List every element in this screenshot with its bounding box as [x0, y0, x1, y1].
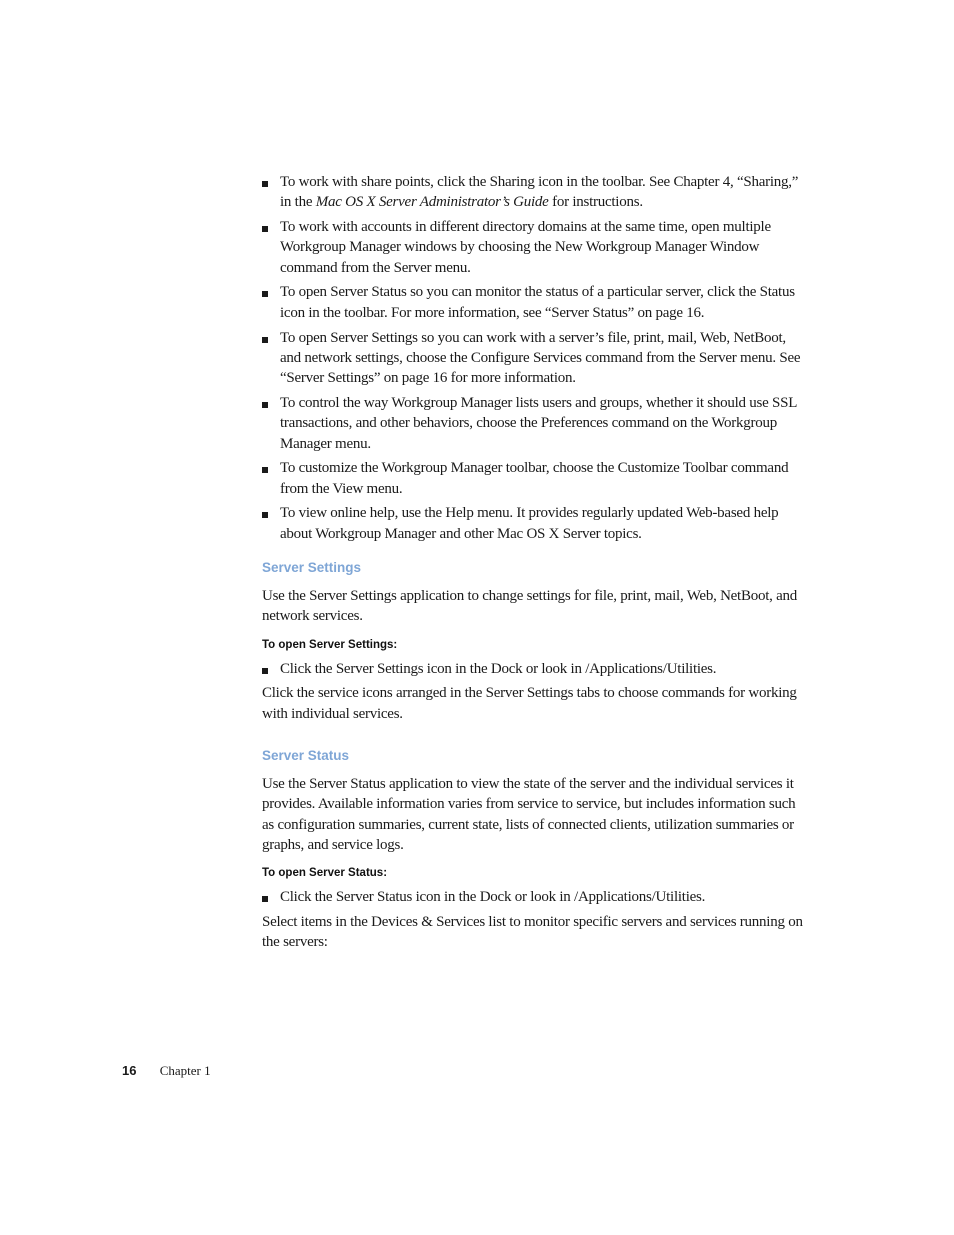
- step-text: Click the Server Settings icon in the Dock or look in /Applications/Utilities.: [280, 660, 717, 677]
- server-status-heading: Server Status: [262, 748, 350, 764]
- list-item: [262, 393, 807, 454]
- list-item: [262, 282, 807, 323]
- list-item: [262, 217, 807, 278]
- server-settings-followup: Click the service icons arranged in the Server Settings tabs to choose commands for working with individual services.: [262, 685, 797, 722]
- bullet-icon: [262, 467, 268, 473]
- bullet-icon: [262, 337, 268, 343]
- list-item: [262, 328, 807, 389]
- bullet-icon: [262, 181, 268, 187]
- list-item: [262, 887, 807, 907]
- bullet-icon: [262, 226, 268, 232]
- bullet-text: To view online help, use the Help menu. It provides regularly updated Web-based help about Workgroup Manager and other Mac OS X Server topics.: [280, 505, 779, 542]
- bullet-text: To work with accounts in different directory domains at the same time, open multiple Workgroup Manager windows by choosing the New Workgroup Manager Window command from the Server menu.: [280, 219, 771, 276]
- intro-bullet-list: [262, 172, 807, 544]
- step-text: Click the Server Status icon in the Dock or look in /Applications/Utilities.: [280, 889, 706, 906]
- page-number: 16: [122, 1063, 137, 1078]
- open-server-status-heading: To open Server Status:: [262, 867, 388, 880]
- server-settings-intro: Use the Server Settings application to change settings for file, print, mail, Web, NetBoot, and network services.: [262, 588, 798, 625]
- list-item: [262, 458, 807, 499]
- bullet-text: To customize the Workgroup Manager toolbar, choose the Customize Toolbar command from the View menu.: [280, 460, 789, 497]
- bullet-text: To open Server Settings so you can work with a server’s file, print, mail, Web, NetBoot, and network settings, choose the Configure Services command from the Server menu. See “Server Settings” on page 16 for more information.: [280, 329, 801, 387]
- server-status-intro: Use the Server Status application to view the state of the server and the individual services it provides. Available information varies from service to service, but includes information such as configuration summaries, current state, lists of connected clients, utilization summaries or graphs, and service logs.: [262, 776, 796, 853]
- chapter-label: Chapter 1: [159, 1063, 211, 1078]
- bullet-text-start: To work with share points, click the Sharing icon in the toolbar. See Chapter 4, “Sharing,” in the: [280, 174, 799, 211]
- server-status-followup: Select items in the Devices & Services list to monitor specific servers and services running on the servers:: [262, 914, 803, 951]
- page-content: [262, 172, 807, 953]
- bullet-icon: [262, 402, 268, 408]
- list-item: [262, 503, 807, 544]
- bullet-text-end: for instructions.: [548, 194, 643, 211]
- bullet-icon: [262, 291, 268, 297]
- bullet-text: To open Server Status so you can monitor the status of a particular server, click the Status icon in the toolbar. For more information, see “Server Status” on page 16.: [280, 284, 795, 321]
- bullet-icon: [262, 668, 268, 674]
- list-item: [262, 659, 807, 679]
- server-settings-steps: [262, 659, 807, 679]
- bullet-text: To control the way Workgroup Manager lists users and groups, whether it should use SSL transactions, and other behaviors, choose the Preferences command on the Workgroup Manager menu.: [280, 394, 797, 452]
- list-item: [262, 172, 807, 213]
- server-settings-heading: Server Settings: [262, 560, 362, 576]
- server-status-steps: [262, 887, 807, 907]
- open-server-settings-heading: To open Server Settings:: [262, 638, 398, 651]
- bullet-icon: [262, 896, 268, 902]
- page-footer: [122, 1063, 211, 1079]
- book-title: Mac OS X Server Administrator’s Guide: [315, 194, 549, 211]
- bullet-icon: [262, 512, 268, 518]
